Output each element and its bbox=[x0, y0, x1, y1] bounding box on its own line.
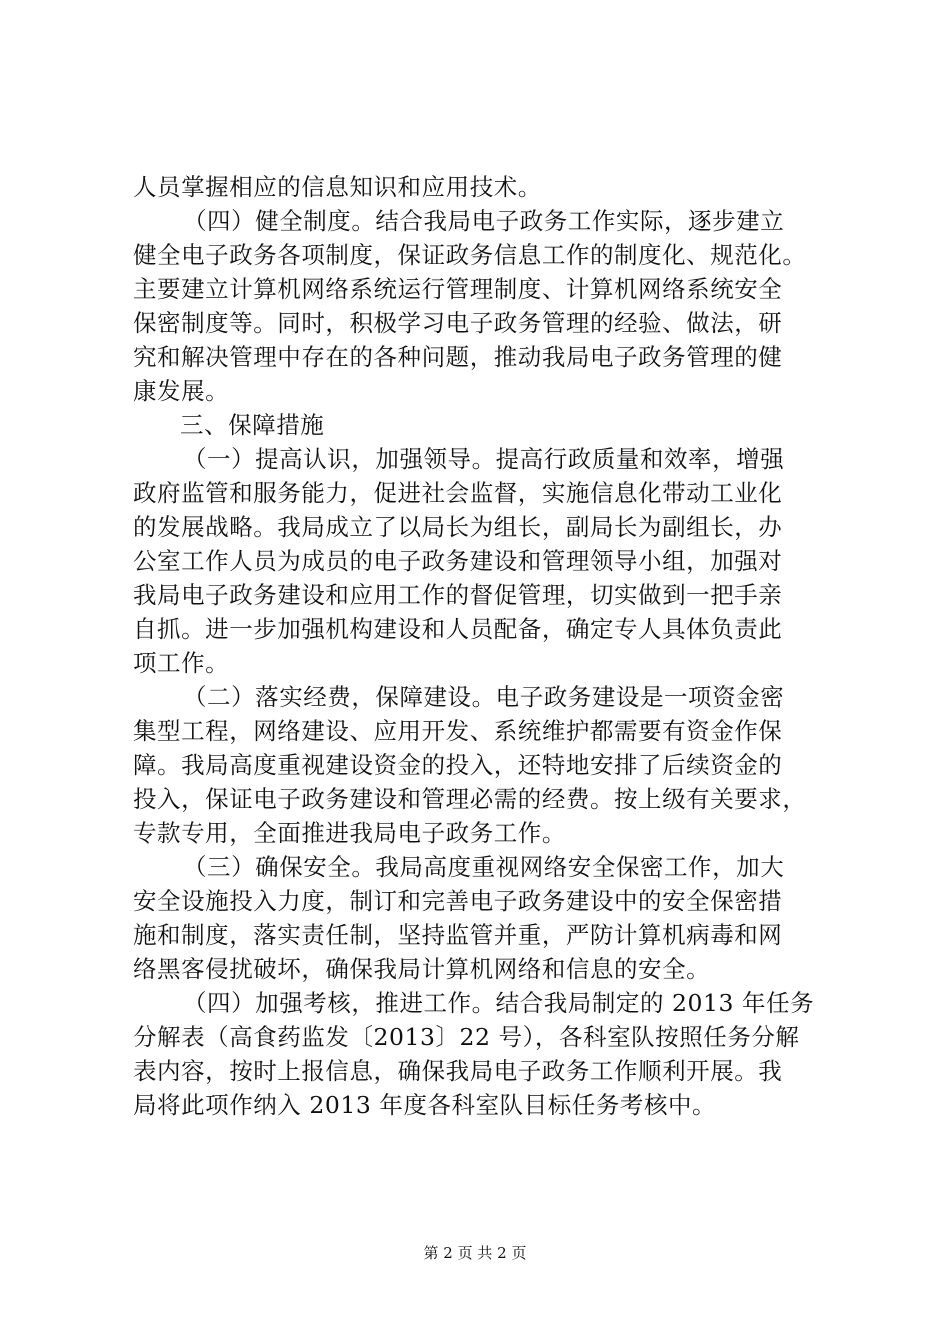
text-line: 专款专用，全面推进我局电子政务工作。 bbox=[133, 819, 566, 847]
text-line: 安全设施投入力度，制订和完善电子政务建设中的安全保密措 bbox=[133, 887, 783, 915]
text-line: 人员掌握相应的信息知识和应用技术。 bbox=[133, 173, 542, 201]
text-line: 集型工程，网络建设、应用开发、系统维护都需要有资金作保 bbox=[133, 717, 783, 745]
text-line: 政府监管和服务能力，促进社会监督，实施信息化带动工业化 bbox=[133, 479, 783, 507]
text-line: 分解表（高食药监发〔2013〕22 号），各科室队按照任务分解 bbox=[133, 1023, 800, 1051]
text-line: 障。我局高度重视建设资金的投入，还特地安排了后续资金的 bbox=[133, 751, 783, 779]
text-line: 项工作。 bbox=[133, 649, 230, 677]
text-line: 康发展。 bbox=[133, 377, 230, 405]
text-line: 络黑客侵扰破坏，确保我局计算机网络和信息的安全。 bbox=[133, 955, 711, 983]
text-line: 自抓。进一步加强机构建设和人员配备，确定专人具体负责此 bbox=[133, 615, 783, 643]
text-line: 我局电子政务建设和应用工作的督促管理，切实做到一把手亲 bbox=[133, 581, 783, 609]
text-line: 表内容，按时上报信息，确保我局电子政务工作顺利开展。我 bbox=[133, 1057, 783, 1085]
page-number: 第 2 页 共 2 页 bbox=[423, 1244, 527, 1262]
text-line: （一）提高认识，加强领导。提高行政质量和效率，增强 bbox=[183, 445, 785, 473]
document-body bbox=[133, 170, 823, 1122]
text-line: 施和制度，落实责任制，坚持监管并重，严防计算机病毒和网 bbox=[133, 921, 783, 949]
text-line: 投入，保证电子政务建设和管理必需的经费。按上级有关要求， bbox=[133, 785, 807, 813]
text-line: 公室工作人员为成员的电子政务建设和管理领导小组，加强对 bbox=[133, 547, 783, 575]
text-line: （三）确保安全。我局高度重视网络安全保密工作，加大 bbox=[183, 853, 785, 881]
text-line: 主要建立计算机网络系统运行管理制度、计算机网络系统安全 bbox=[133, 275, 783, 303]
text-line: 究和解决管理中存在的各种问题，推动我局电子政务管理的健 bbox=[133, 343, 783, 371]
text-line: （四）健全制度。结合我局电子政务工作实际，逐步建立 bbox=[183, 207, 785, 235]
text-line: 健全电子政务各项制度，保证政务信息工作的制度化、规范化。 bbox=[133, 241, 807, 269]
text-line: 局将此项作纳入 2013 年度各科室队目标任务考核中。 bbox=[133, 1091, 717, 1119]
text-line: 的发展战略。我局成立了以局长为组长，副局长为副组长，办 bbox=[133, 513, 783, 541]
section-heading: 三、保障措施 bbox=[180, 411, 325, 439]
text-line: （二）落实经费，保障建设。电子政务建设是一项资金密 bbox=[183, 683, 785, 711]
text-line: （四）加强考核，推进工作。结合我局制定的 2013 年任务 bbox=[183, 989, 815, 1017]
text-line: 保密制度等。同时，积极学习电子政务管理的经验、做法，研 bbox=[133, 309, 783, 337]
